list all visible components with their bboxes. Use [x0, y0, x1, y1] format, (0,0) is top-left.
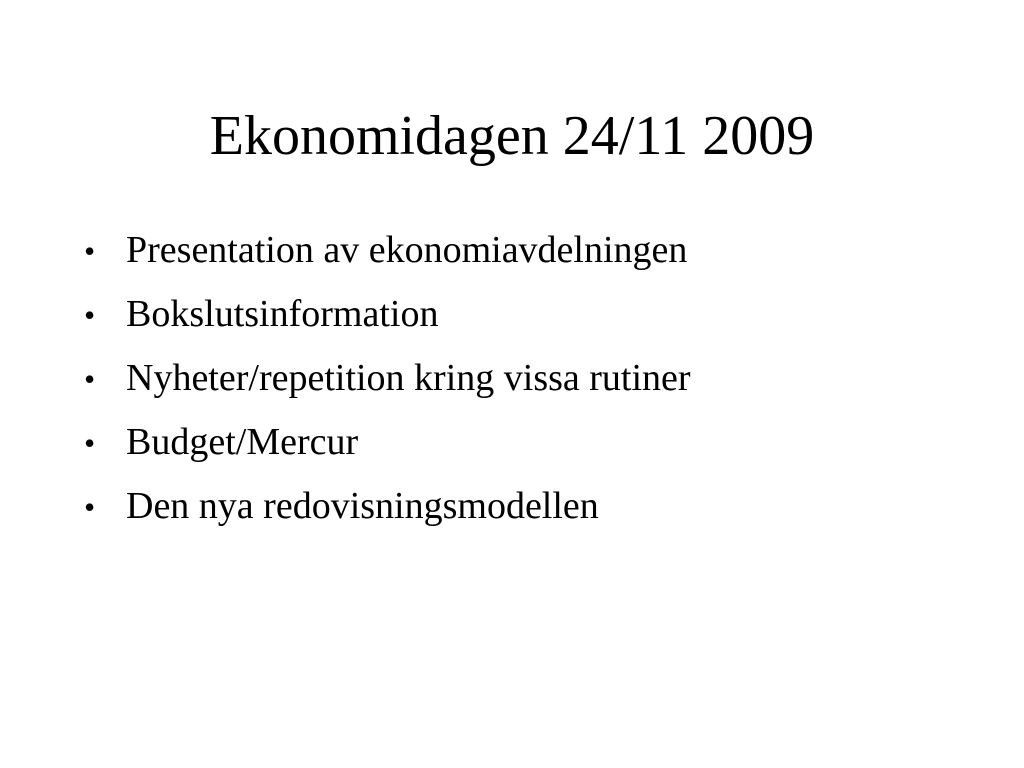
- bullet-icon: •: [84, 425, 96, 461]
- list-item-text: Bokslutsinformation: [126, 293, 439, 335]
- list-item: [84, 292, 691, 336]
- list-item-text: Den nya redovisningsmodellen: [126, 485, 599, 527]
- bullet-icon: •: [84, 233, 96, 269]
- list-item-text: Presentation av ekonomiavdelningen: [126, 229, 688, 271]
- bullet-icon: •: [84, 297, 96, 333]
- bullet-icon: •: [84, 489, 96, 525]
- list-item: [84, 420, 691, 464]
- list-item-text: Nyheter/repetition kring vissa rutiner: [126, 357, 691, 399]
- list-item: [84, 356, 691, 400]
- list-item: [84, 228, 691, 272]
- slide-title: Ekonomidagen 24/11 2009: [209, 105, 815, 167]
- list-item: [84, 484, 691, 528]
- bullet-icon: •: [84, 361, 96, 397]
- bullet-list: [84, 228, 691, 548]
- list-item-text: Budget/Mercur: [126, 421, 359, 463]
